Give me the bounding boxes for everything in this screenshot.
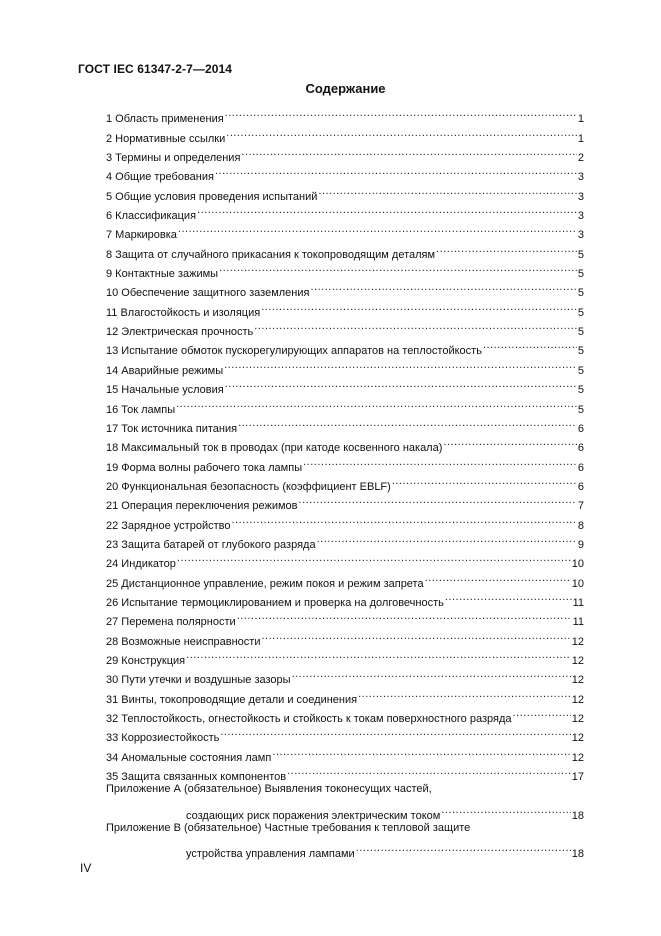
toc-entry-label: 20 Функциональная безопасность (коэффициент EBLF) [106,480,391,493]
toc-entry-page: 12 [571,654,584,667]
toc-leader-dots [261,625,570,644]
toc-leader-dots [176,393,577,412]
toc-entry-page: 18 [571,848,584,861]
toc-entry-page: 11 [572,596,584,609]
toc-entry-page: 6 [577,461,584,474]
toc-entry-page: 6 [577,422,584,435]
toc-entry-label: 8 Защита от случайного прикасания к токопроводящим деталям [106,248,436,261]
toc-entry-page: 5 [577,364,584,377]
table-of-contents [106,103,584,861]
toc-entry-label: 4 Общие требования [106,171,214,184]
toc-entry-label: Приложение А (обязательное) Выявления токонесущих частей, [106,783,432,796]
toc-entry [106,413,584,435]
toc-entry-label: 30 Пути утечки и воздушные зазоры [106,674,291,687]
toc-entry-label: 12 Электрическая прочность [106,326,254,339]
toc-leader-dots [299,490,577,509]
toc-leader-dots [425,567,571,586]
toc-entry-label: 24 Индикатор [106,558,176,571]
toc-entry-label: 27 Перемена полярности [106,616,236,629]
toc-entry [106,219,584,242]
toc-entry-label: 22 Зарядное устройство [106,519,231,532]
toc-entry-page: 18 [571,809,584,822]
toc-leader-dots [392,471,577,490]
toc-leader-dots [225,374,577,393]
toc-entry-page: 5 [577,306,584,319]
toc-entry-page: 5 [577,384,584,397]
toc-entry-label: 1 Область применения [106,113,224,126]
toc-entry-page: 6 [577,480,584,493]
toc-entry-label: 23 Защита батарей от глубокого разряда [106,538,316,551]
toc-entry [106,103,584,126]
toc-leader-dots [512,703,570,722]
toc-entry-page: 5 [577,345,584,358]
toc-entry-label: устройства управления лампами [186,848,355,861]
toc-entry-page: 2 [577,152,584,165]
toc-leader-dots [177,548,571,567]
toc-entry-page: 7 [577,500,584,513]
toc-entry-label: 26 Испытание термоциклированием и проверка на долговечность [106,596,444,609]
toc-entry-label: 10 Обеспечение защитного заземления [106,287,310,300]
toc-entry-label: создающих риск поражения электрическим током [186,809,441,822]
toc-entry-page: 1 [577,113,584,126]
toc-entry-label: 16 Ток лампы [106,403,176,416]
toc-entry-label: 13 Испытание обмоток пускорегулирующих аппаратов на теплостойкость [106,345,482,358]
toc-entry-label: 29 Конструкция [106,654,186,667]
toc-entry-label: 17 Ток источника питания [106,422,238,435]
toc-leader-dots [241,142,576,161]
toc-entry-label: 14 Аварийные режимы [106,364,224,377]
toc-entry-page: 3 [577,190,584,203]
document-header: ГОСТ IEC 61347-2-7—2014 [78,62,233,76]
toc-entry-label: 9 Контактные зажимы [106,268,219,281]
toc-leader-dots [237,606,572,625]
toc-leader-dots [483,335,577,354]
page-title: Содержание [305,81,386,96]
toc-entry-label: 33 Коррозиестойкость [106,732,220,745]
toc-entry-label: 28 Возможные неисправности [106,635,261,648]
toc-entry-label: 21 Операция переключения режимов [106,500,298,513]
toc-leader-dots [358,683,571,702]
toc-leader-dots [178,219,577,238]
toc-entry-label: 18 Максимальный ток в проводах (при катоде косвенного накала) [106,442,443,455]
toc-entry-label: 19 Форма волны рабочего тока лампы [106,461,303,474]
toc-entry-page: 3 [577,210,584,223]
toc-entry [106,238,584,261]
toc-entry-label: 2 Нормативные ссылки [106,132,226,145]
toc-entry-label: 32 Теплостойкость, огнестойкость и стойкость к токам поверхностного разряда [106,713,512,725]
toc-leader-dots [292,664,571,683]
toc-leader-dots [254,316,577,335]
toc-leader-dots [261,296,577,315]
toc-leader-dots [441,799,570,818]
toc-entry-label: 11 Влагостойкость и изоляция [106,306,261,319]
toc-entry-page: 11 [572,616,584,629]
toc-leader-dots [197,200,577,219]
toc-leader-dots [318,180,576,199]
toc-entry-label: Приложение В (обязательное) Частные требования к тепловой защите [106,821,471,834]
toc-leader-dots [272,741,570,760]
toc-entry-page: 5 [577,248,584,261]
toc-entry-page: 12 [571,635,584,648]
toc-entry-label: 34 Аномальные состояния ламп [106,751,272,764]
toc-entry-page: 12 [571,732,584,745]
toc-entry-page: 5 [577,287,584,300]
toc-leader-dots [287,761,571,780]
appendix-a-entry [106,799,584,822]
appendix-b-entry [106,838,584,861]
toc-leader-dots [238,413,577,432]
toc-entry-page: 10 [571,558,584,571]
toc-entry-label: 25 Дистанционное управление, режим покоя и режим запрета [106,577,424,590]
toc-leader-dots [224,354,577,373]
toc-leader-dots [443,432,576,451]
toc-leader-dots [303,451,577,470]
toc-entry-page: 5 [577,403,584,416]
toc-entry-label: 3 Термины и определения [106,152,241,165]
toc-entry [106,548,584,571]
toc-leader-dots [231,509,576,528]
toc-leader-dots [226,122,577,141]
toc-entry-label: 31 Винты, токопроводящие детали и соединения [106,693,358,706]
appendix-b-title [106,819,584,838]
toc-entry [106,567,584,590]
toc-entry-page: 3 [577,171,584,184]
toc-entry-page: 1 [577,132,584,145]
toc-leader-dots [317,529,577,548]
toc-entry-label: 5 Общие условия проведения испытаний [106,190,318,203]
toc-entry-page: 10 [571,577,584,590]
toc-entry-page: 12 [571,751,584,764]
toc-entry-page: 8 [577,519,584,532]
toc-entry-label: 6 Классификация [106,210,197,223]
toc-entry-page: 3 [577,229,584,242]
toc-leader-dots [225,103,577,122]
toc-entry [106,393,584,416]
page-number-footer: IV [80,861,92,875]
toc-entry-label: 35 Защита связанных компонентов [106,771,287,784]
toc-entry-page: 5 [577,268,584,281]
toc-leader-dots [445,587,572,606]
toc-leader-dots [220,722,570,741]
toc-entry-page: 6 [577,442,584,455]
toc-entry-page: 12 [571,674,584,687]
toc-leader-dots [356,838,571,857]
toc-entry-page: 5 [577,326,584,339]
toc-entry-page: 17 [571,771,584,784]
toc-entry-label: 15 Начальные условия [106,384,224,397]
toc-leader-dots [436,238,577,257]
appendix-a-title [106,780,584,799]
toc-entry-page: 9 [577,538,584,551]
toc-entry-page: 12 [571,713,584,725]
toc-leader-dots [219,258,577,277]
toc-leader-dots [186,645,571,664]
toc-entry-page: 12 [571,693,584,706]
toc-entry-label: 7 Маркировка [106,229,177,242]
toc-leader-dots [310,277,576,296]
toc-leader-dots [215,161,577,180]
